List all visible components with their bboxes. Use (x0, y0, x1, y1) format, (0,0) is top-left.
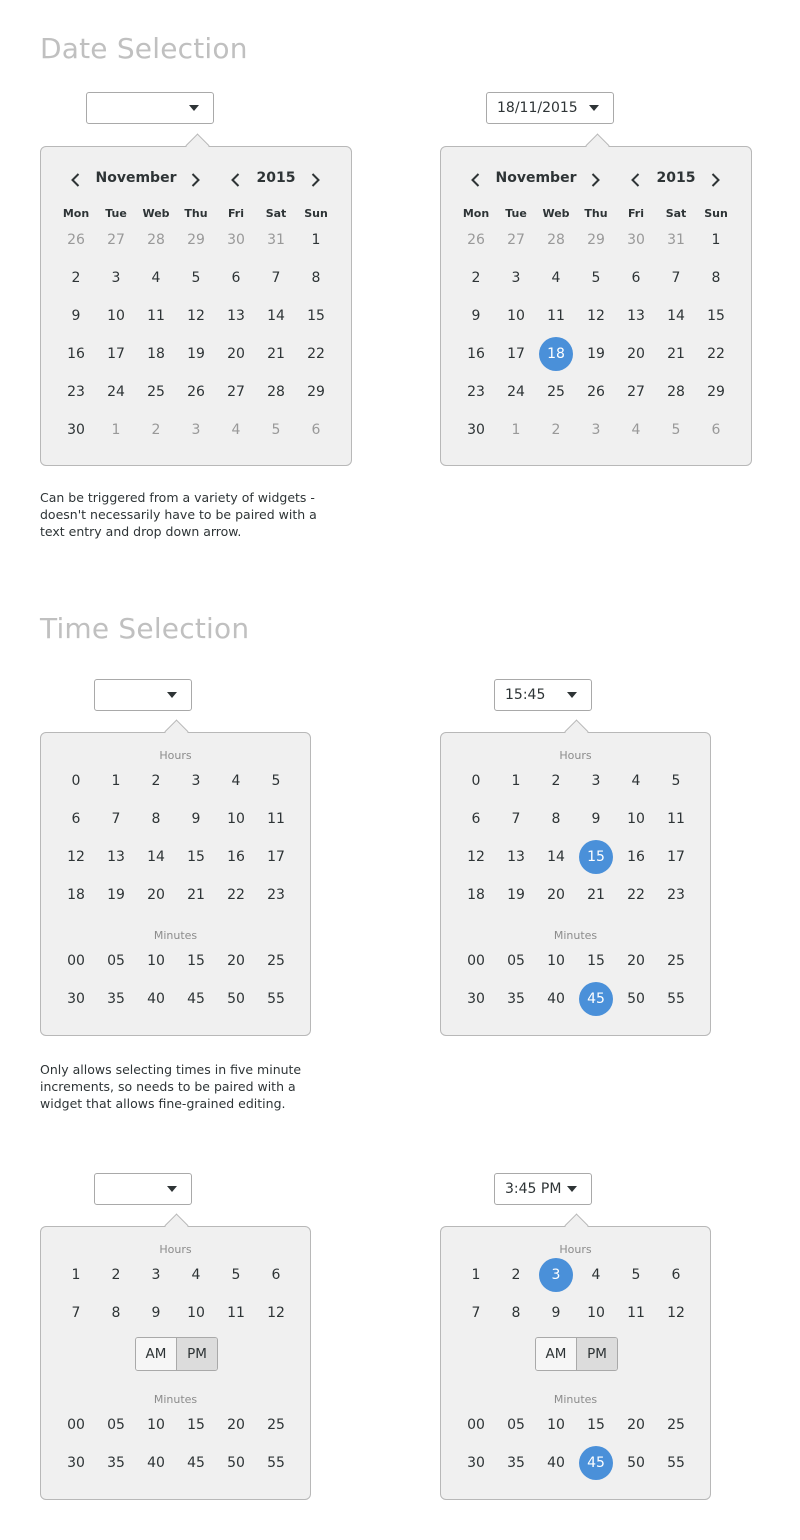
day-cell[interactable]: 29 (707, 384, 725, 400)
calendar-header (41, 167, 351, 193)
weekday-label: Thu (584, 207, 608, 220)
hour-cell[interactable]: 0 (71, 773, 81, 789)
hours-label: Hours (559, 749, 592, 762)
minute-cell[interactable]: 45 (187, 991, 205, 1007)
hours-label: Hours (559, 1243, 592, 1256)
popover (40, 1226, 311, 1500)
hour-cell[interactable]: 6 (471, 811, 481, 827)
day-cell[interactable]: 11 (547, 308, 565, 324)
day-cell[interactable]: 9 (71, 308, 81, 324)
hour-cell[interactable]: 2 (511, 1267, 521, 1283)
hour-cell[interactable]: 11 (227, 1305, 245, 1321)
minute-cell[interactable]: 30 (67, 1455, 85, 1471)
time-section-title: Time Selection (40, 612, 250, 645)
hour-cell[interactable]: 10 (227, 811, 245, 827)
minutes-label: Minutes (553, 1393, 598, 1406)
weekday-label: Tue (505, 207, 527, 220)
hour-cell[interactable]: 5 (271, 773, 281, 789)
weekday-label: Fri (627, 207, 644, 220)
entry-combo[interactable] (494, 679, 592, 711)
minute-cell[interactable]: 40 (147, 991, 165, 1007)
minute-cell[interactable]: 15 (587, 953, 605, 969)
minute-cell[interactable]: 30 (467, 991, 485, 1007)
day-cell[interactable]: 25 (147, 384, 165, 400)
day-cell[interactable]: 5 (591, 270, 601, 286)
hour-cell[interactable]: 11 (267, 811, 285, 827)
hour-cell[interactable]: 2 (151, 773, 161, 789)
hour-cell[interactable]: 19 (107, 887, 125, 903)
minute-cell[interactable]: 15 (187, 953, 205, 969)
day-cell[interactable]: 16 (467, 346, 485, 362)
day-cell[interactable]: 31 (667, 232, 685, 248)
hour-cell[interactable]: 3 (151, 1267, 161, 1283)
weekday-label: Sat (665, 207, 687, 220)
day-cell[interactable]: 28 (147, 232, 165, 248)
day-cell[interactable]: 12 (587, 308, 605, 324)
day-cell[interactable]: 13 (227, 308, 245, 324)
day-cell[interactable]: 3 (511, 270, 521, 286)
day-cell[interactable]: 17 (107, 346, 125, 362)
day-cell[interactable]: 3 (191, 422, 201, 438)
day-cell[interactable]: 14 (667, 308, 685, 324)
popover (440, 146, 752, 466)
hour-cell[interactable]: 3 (191, 773, 201, 789)
day-cell[interactable]: 24 (507, 384, 525, 400)
entry-combo[interactable] (494, 1173, 592, 1205)
day-cell[interactable]: 11 (147, 308, 165, 324)
dropdown-arrow-icon[interactable] (189, 105, 199, 111)
day-cell[interactable]: 24 (107, 384, 125, 400)
minute-cell[interactable]: 55 (667, 991, 685, 1007)
day-cell[interactable]: 15 (707, 308, 725, 324)
minute-cell[interactable]: 50 (227, 991, 245, 1007)
day-cell[interactable]: 16 (67, 346, 85, 362)
month-label: November (495, 170, 577, 186)
popover-arrow (564, 719, 588, 743)
hour-cell[interactable]: 9 (151, 1305, 161, 1321)
day-cell[interactable]: 4 (151, 270, 161, 286)
hour-cell[interactable]: 12 (267, 1305, 285, 1321)
minute-cell[interactable]: 40 (547, 991, 565, 1007)
minute-cell[interactable]: 25 (667, 1417, 685, 1433)
day-cell[interactable]: 21 (667, 346, 685, 362)
day-cell[interactable]: 12 (187, 308, 205, 324)
hour-cell[interactable]: 9 (551, 1305, 561, 1321)
hour-cell[interactable]: 15 (187, 849, 205, 865)
day-cell[interactable]: 28 (267, 384, 285, 400)
hour-cell[interactable]: 10 (627, 811, 645, 827)
prev-month-icon[interactable] (468, 171, 484, 189)
weekday-label: Mon (62, 207, 90, 220)
minute-cell[interactable]: 10 (147, 1417, 165, 1433)
dropdown-arrow-icon[interactable] (567, 692, 577, 698)
month-label: November (95, 170, 177, 186)
hour-cell[interactable]: 20 (547, 887, 565, 903)
minute-cell[interactable]: 00 (67, 953, 85, 969)
day-cell[interactable]: 14 (267, 308, 285, 324)
day-cell[interactable]: 7 (271, 270, 281, 286)
dropdown-arrow-icon[interactable] (589, 105, 599, 111)
minute-cell[interactable]: 20 (627, 1417, 645, 1433)
day-cell[interactable]: 8 (711, 270, 721, 286)
hour-cell[interactable]: 7 (511, 811, 521, 827)
minute-cell[interactable]: 15 (587, 1417, 605, 1433)
minutes-label: Minutes (153, 1393, 198, 1406)
minute-cell[interactable]: 40 (547, 1455, 565, 1471)
hour-cell[interactable]: 3 (539, 1258, 573, 1292)
next-year-icon[interactable] (707, 171, 723, 189)
minute-cell[interactable]: 40 (147, 1455, 165, 1471)
hour-cell[interactable]: 9 (191, 811, 201, 827)
minute-cell[interactable]: 20 (627, 953, 645, 969)
day-cell[interactable]: 4 (231, 422, 241, 438)
entry-value[interactable]: 15:45 (505, 687, 546, 703)
weekday-label: Web (542, 207, 570, 220)
day-cell[interactable]: 1 (311, 232, 321, 248)
entry-value[interactable]: 3:45 PM (505, 1181, 562, 1197)
day-cell[interactable]: 28 (547, 232, 565, 248)
day-cell[interactable]: 5 (191, 270, 201, 286)
date-section-title: Date Selection (40, 32, 248, 65)
hour-cell[interactable]: 17 (667, 849, 685, 865)
hour-cell[interactable]: 13 (107, 849, 125, 865)
day-cell[interactable]: 4 (551, 270, 561, 286)
minute-cell[interactable]: 10 (547, 953, 565, 969)
day-cell[interactable]: 2 (71, 270, 81, 286)
day-cell[interactable]: 30 (227, 232, 245, 248)
hour-cell[interactable]: 6 (671, 1267, 681, 1283)
day-cell[interactable]: 30 (627, 232, 645, 248)
am-pm-toggle (535, 1337, 618, 1371)
prev-year-icon[interactable] (628, 171, 644, 189)
am-pm-toggle (135, 1337, 218, 1371)
day-cell[interactable]: 1 (511, 422, 521, 438)
hour-cell[interactable]: 7 (111, 811, 121, 827)
day-cell[interactable]: 31 (267, 232, 285, 248)
day-cell[interactable]: 18 (539, 337, 573, 371)
popover-arrow (564, 1213, 588, 1237)
day-cell[interactable]: 2 (471, 270, 481, 286)
hour-cell[interactable]: 11 (667, 811, 685, 827)
day-cell[interactable]: 25 (547, 384, 565, 400)
day-cell[interactable]: 26 (187, 384, 205, 400)
weekday-label: Sun (704, 207, 728, 220)
hour-cell[interactable]: 18 (67, 887, 85, 903)
minute-cell[interactable]: 05 (507, 953, 525, 969)
calendar-header (441, 167, 751, 193)
minute-cell[interactable]: 00 (67, 1417, 85, 1433)
entry-combo[interactable] (486, 92, 614, 124)
minute-cell[interactable]: 20 (227, 953, 245, 969)
hour-cell[interactable]: 12 (667, 1305, 685, 1321)
hour-cell[interactable]: 21 (187, 887, 205, 903)
hour-cell[interactable]: 16 (627, 849, 645, 865)
day-cell[interactable]: 15 (307, 308, 325, 324)
hour-cell[interactable]: 6 (71, 811, 81, 827)
hour-cell[interactable]: 9 (591, 811, 601, 827)
minute-cell[interactable]: 05 (107, 1417, 125, 1433)
popover (440, 732, 711, 1036)
hour-cell[interactable]: 8 (511, 1305, 521, 1321)
popover (440, 1226, 711, 1500)
day-cell[interactable]: 17 (507, 346, 525, 362)
minute-cell[interactable]: 35 (507, 1455, 525, 1471)
hour-cell[interactable]: 16 (227, 849, 245, 865)
minute-cell[interactable]: 30 (467, 1455, 485, 1471)
dropdown-arrow-icon[interactable] (567, 1186, 577, 1192)
hour-cell[interactable]: 2 (551, 773, 561, 789)
hour-cell[interactable]: 22 (227, 887, 245, 903)
weekday-label: Mon (462, 207, 490, 220)
minute-cell[interactable]: 25 (267, 1417, 285, 1433)
dropdown-arrow-icon[interactable] (167, 692, 177, 698)
day-cell[interactable]: 27 (107, 232, 125, 248)
minute-cell[interactable]: 20 (227, 1417, 245, 1433)
entry-combo[interactable] (94, 1173, 192, 1205)
date-section-note: Can be triggered from a variety of widgets - doesn't necessarily have to be paired with a text entry and drop down arrow. (40, 490, 317, 539)
day-cell[interactable]: 3 (111, 270, 121, 286)
day-cell[interactable]: 27 (627, 384, 645, 400)
day-cell[interactable]: 29 (587, 232, 605, 248)
day-cell[interactable]: 3 (591, 422, 601, 438)
hour-cell[interactable]: 4 (591, 1267, 601, 1283)
pm-button[interactable]: PM (176, 1338, 217, 1370)
hour-cell[interactable]: 14 (147, 849, 165, 865)
hour-cell[interactable]: 14 (547, 849, 565, 865)
minute-cell[interactable]: 50 (227, 1455, 245, 1471)
hour-cell[interactable]: 1 (71, 1267, 81, 1283)
next-year-icon[interactable] (307, 171, 323, 189)
popover-arrow (185, 133, 209, 157)
minute-cell[interactable]: 45 (187, 1455, 205, 1471)
hour-cell[interactable]: 1 (511, 773, 521, 789)
day-cell[interactable]: 19 (187, 346, 205, 362)
hour-cell[interactable]: 15 (579, 840, 613, 874)
hour-cell[interactable]: 5 (671, 773, 681, 789)
minute-cell[interactable]: 55 (667, 1455, 685, 1471)
day-cell[interactable]: 22 (707, 346, 725, 362)
minute-cell[interactable]: 25 (267, 953, 285, 969)
day-cell[interactable]: 6 (231, 270, 241, 286)
hour-cell[interactable]: 22 (627, 887, 645, 903)
day-cell[interactable]: 20 (627, 346, 645, 362)
hour-cell[interactable]: 20 (147, 887, 165, 903)
year-label: 2015 (656, 170, 696, 186)
hour-cell[interactable]: 1 (111, 773, 121, 789)
hours-label: Hours (159, 1243, 192, 1256)
am-button[interactable]: AM (136, 1338, 176, 1370)
hour-cell[interactable]: 4 (231, 773, 241, 789)
day-cell[interactable]: 29 (307, 384, 325, 400)
day-cell[interactable]: 1 (711, 232, 721, 248)
hour-cell[interactable]: 12 (67, 849, 85, 865)
day-cell[interactable]: 23 (67, 384, 85, 400)
hour-cell[interactable]: 7 (471, 1305, 481, 1321)
day-cell[interactable]: 29 (187, 232, 205, 248)
minute-cell[interactable]: 00 (467, 953, 485, 969)
hour-cell[interactable]: 6 (271, 1267, 281, 1283)
weekday-label: Fri (227, 207, 244, 220)
day-cell[interactable]: 20 (227, 346, 245, 362)
day-cell[interactable]: 1 (111, 422, 121, 438)
year-label: 2015 (256, 170, 296, 186)
popover-arrow (164, 1213, 188, 1237)
pm-button[interactable]: PM (576, 1338, 617, 1370)
minutes-label: Minutes (553, 929, 598, 942)
hour-cell[interactable]: 11 (627, 1305, 645, 1321)
day-cell[interactable]: 23 (467, 384, 485, 400)
hour-cell[interactable]: 5 (231, 1267, 241, 1283)
hour-cell[interactable]: 7 (71, 1305, 81, 1321)
popover-arrow (164, 719, 188, 743)
minute-cell[interactable]: 15 (187, 1417, 205, 1433)
hour-cell[interactable]: 18 (467, 887, 485, 903)
am-button[interactable]: AM (536, 1338, 576, 1370)
minute-cell[interactable]: 30 (67, 991, 85, 1007)
hour-cell[interactable]: 1 (471, 1267, 481, 1283)
minute-cell[interactable]: 45 (579, 1446, 613, 1480)
hour-cell[interactable]: 0 (471, 773, 481, 789)
minute-cell[interactable]: 45 (579, 982, 613, 1016)
dropdown-arrow-icon[interactable] (167, 1186, 177, 1192)
hours-label: Hours (159, 749, 192, 762)
day-cell[interactable]: 6 (631, 270, 641, 286)
day-cell[interactable]: 27 (227, 384, 245, 400)
day-cell[interactable]: 26 (467, 232, 485, 248)
hour-cell[interactable]: 4 (631, 773, 641, 789)
hour-cell[interactable]: 12 (467, 849, 485, 865)
hour-cell[interactable]: 4 (191, 1267, 201, 1283)
minute-cell[interactable]: 50 (627, 1455, 645, 1471)
day-cell[interactable]: 5 (271, 422, 281, 438)
minute-cell[interactable]: 05 (107, 953, 125, 969)
day-cell[interactable]: 13 (627, 308, 645, 324)
popover-arrow (585, 133, 609, 157)
day-cell[interactable]: 26 (587, 384, 605, 400)
hour-cell[interactable]: 10 (587, 1305, 605, 1321)
day-cell[interactable]: 22 (307, 346, 325, 362)
minute-cell[interactable]: 10 (547, 1417, 565, 1433)
hour-cell[interactable]: 23 (267, 887, 285, 903)
day-cell[interactable]: 7 (671, 270, 681, 286)
weekday-label: Tue (105, 207, 127, 220)
hour-cell[interactable]: 2 (111, 1267, 121, 1283)
day-cell[interactable]: 5 (671, 422, 681, 438)
popover (40, 146, 352, 466)
minute-cell[interactable]: 35 (507, 991, 525, 1007)
day-cell[interactable]: 30 (67, 422, 85, 438)
minute-cell[interactable]: 35 (107, 1455, 125, 1471)
day-cell[interactable]: 9 (471, 308, 481, 324)
minute-cell[interactable]: 25 (667, 953, 685, 969)
minute-cell[interactable]: 35 (107, 991, 125, 1007)
hour-cell[interactable]: 8 (551, 811, 561, 827)
hour-cell[interactable]: 5 (631, 1267, 641, 1283)
minute-cell[interactable]: 05 (507, 1417, 525, 1433)
day-cell[interactable]: 28 (667, 384, 685, 400)
entry-value[interactable]: 18/11/2015 (497, 100, 578, 116)
time-section-note: Only allows selecting times in five minute increments, so needs to be paired with a widget that allows fine-grained editing. (40, 1062, 302, 1111)
hour-cell[interactable]: 8 (151, 811, 161, 827)
day-cell[interactable]: 27 (507, 232, 525, 248)
hour-cell[interactable]: 21 (587, 887, 605, 903)
day-cell[interactable]: 18 (147, 346, 165, 362)
weekday-label: Web (142, 207, 170, 220)
minute-cell[interactable]: 50 (627, 991, 645, 1007)
entry-combo[interactable] (86, 92, 214, 124)
minute-cell[interactable]: 10 (147, 953, 165, 969)
prev-month-icon[interactable] (68, 171, 84, 189)
prev-year-icon[interactable] (228, 171, 244, 189)
day-cell[interactable]: 2 (551, 422, 561, 438)
day-cell[interactable]: 4 (631, 422, 641, 438)
day-cell[interactable]: 2 (151, 422, 161, 438)
day-cell[interactable]: 10 (507, 308, 525, 324)
minute-cell[interactable]: 55 (267, 1455, 285, 1471)
day-cell[interactable]: 19 (587, 346, 605, 362)
hour-cell[interactable]: 23 (667, 887, 685, 903)
popover (40, 732, 311, 1036)
day-cell[interactable]: 26 (67, 232, 85, 248)
weekday-label: Sat (265, 207, 287, 220)
minute-cell[interactable]: 00 (467, 1417, 485, 1433)
next-month-icon[interactable] (187, 171, 203, 189)
hour-cell[interactable]: 17 (267, 849, 285, 865)
minute-cell[interactable]: 55 (267, 991, 285, 1007)
next-month-icon[interactable] (587, 171, 603, 189)
weekday-label: Sun (304, 207, 328, 220)
entry-combo[interactable] (94, 679, 192, 711)
day-cell[interactable]: 30 (467, 422, 485, 438)
weekday-label: Thu (184, 207, 208, 220)
day-cell[interactable]: 21 (267, 346, 285, 362)
hour-cell[interactable]: 8 (111, 1305, 121, 1321)
minutes-label: Minutes (153, 929, 198, 942)
day-cell[interactable]: 6 (711, 422, 721, 438)
hour-cell[interactable]: 19 (507, 887, 525, 903)
day-cell[interactable]: 10 (107, 308, 125, 324)
day-cell[interactable]: 8 (311, 270, 321, 286)
day-cell[interactable]: 6 (311, 422, 321, 438)
hour-cell[interactable]: 13 (507, 849, 525, 865)
hour-cell[interactable]: 3 (591, 773, 601, 789)
hour-cell[interactable]: 10 (187, 1305, 205, 1321)
